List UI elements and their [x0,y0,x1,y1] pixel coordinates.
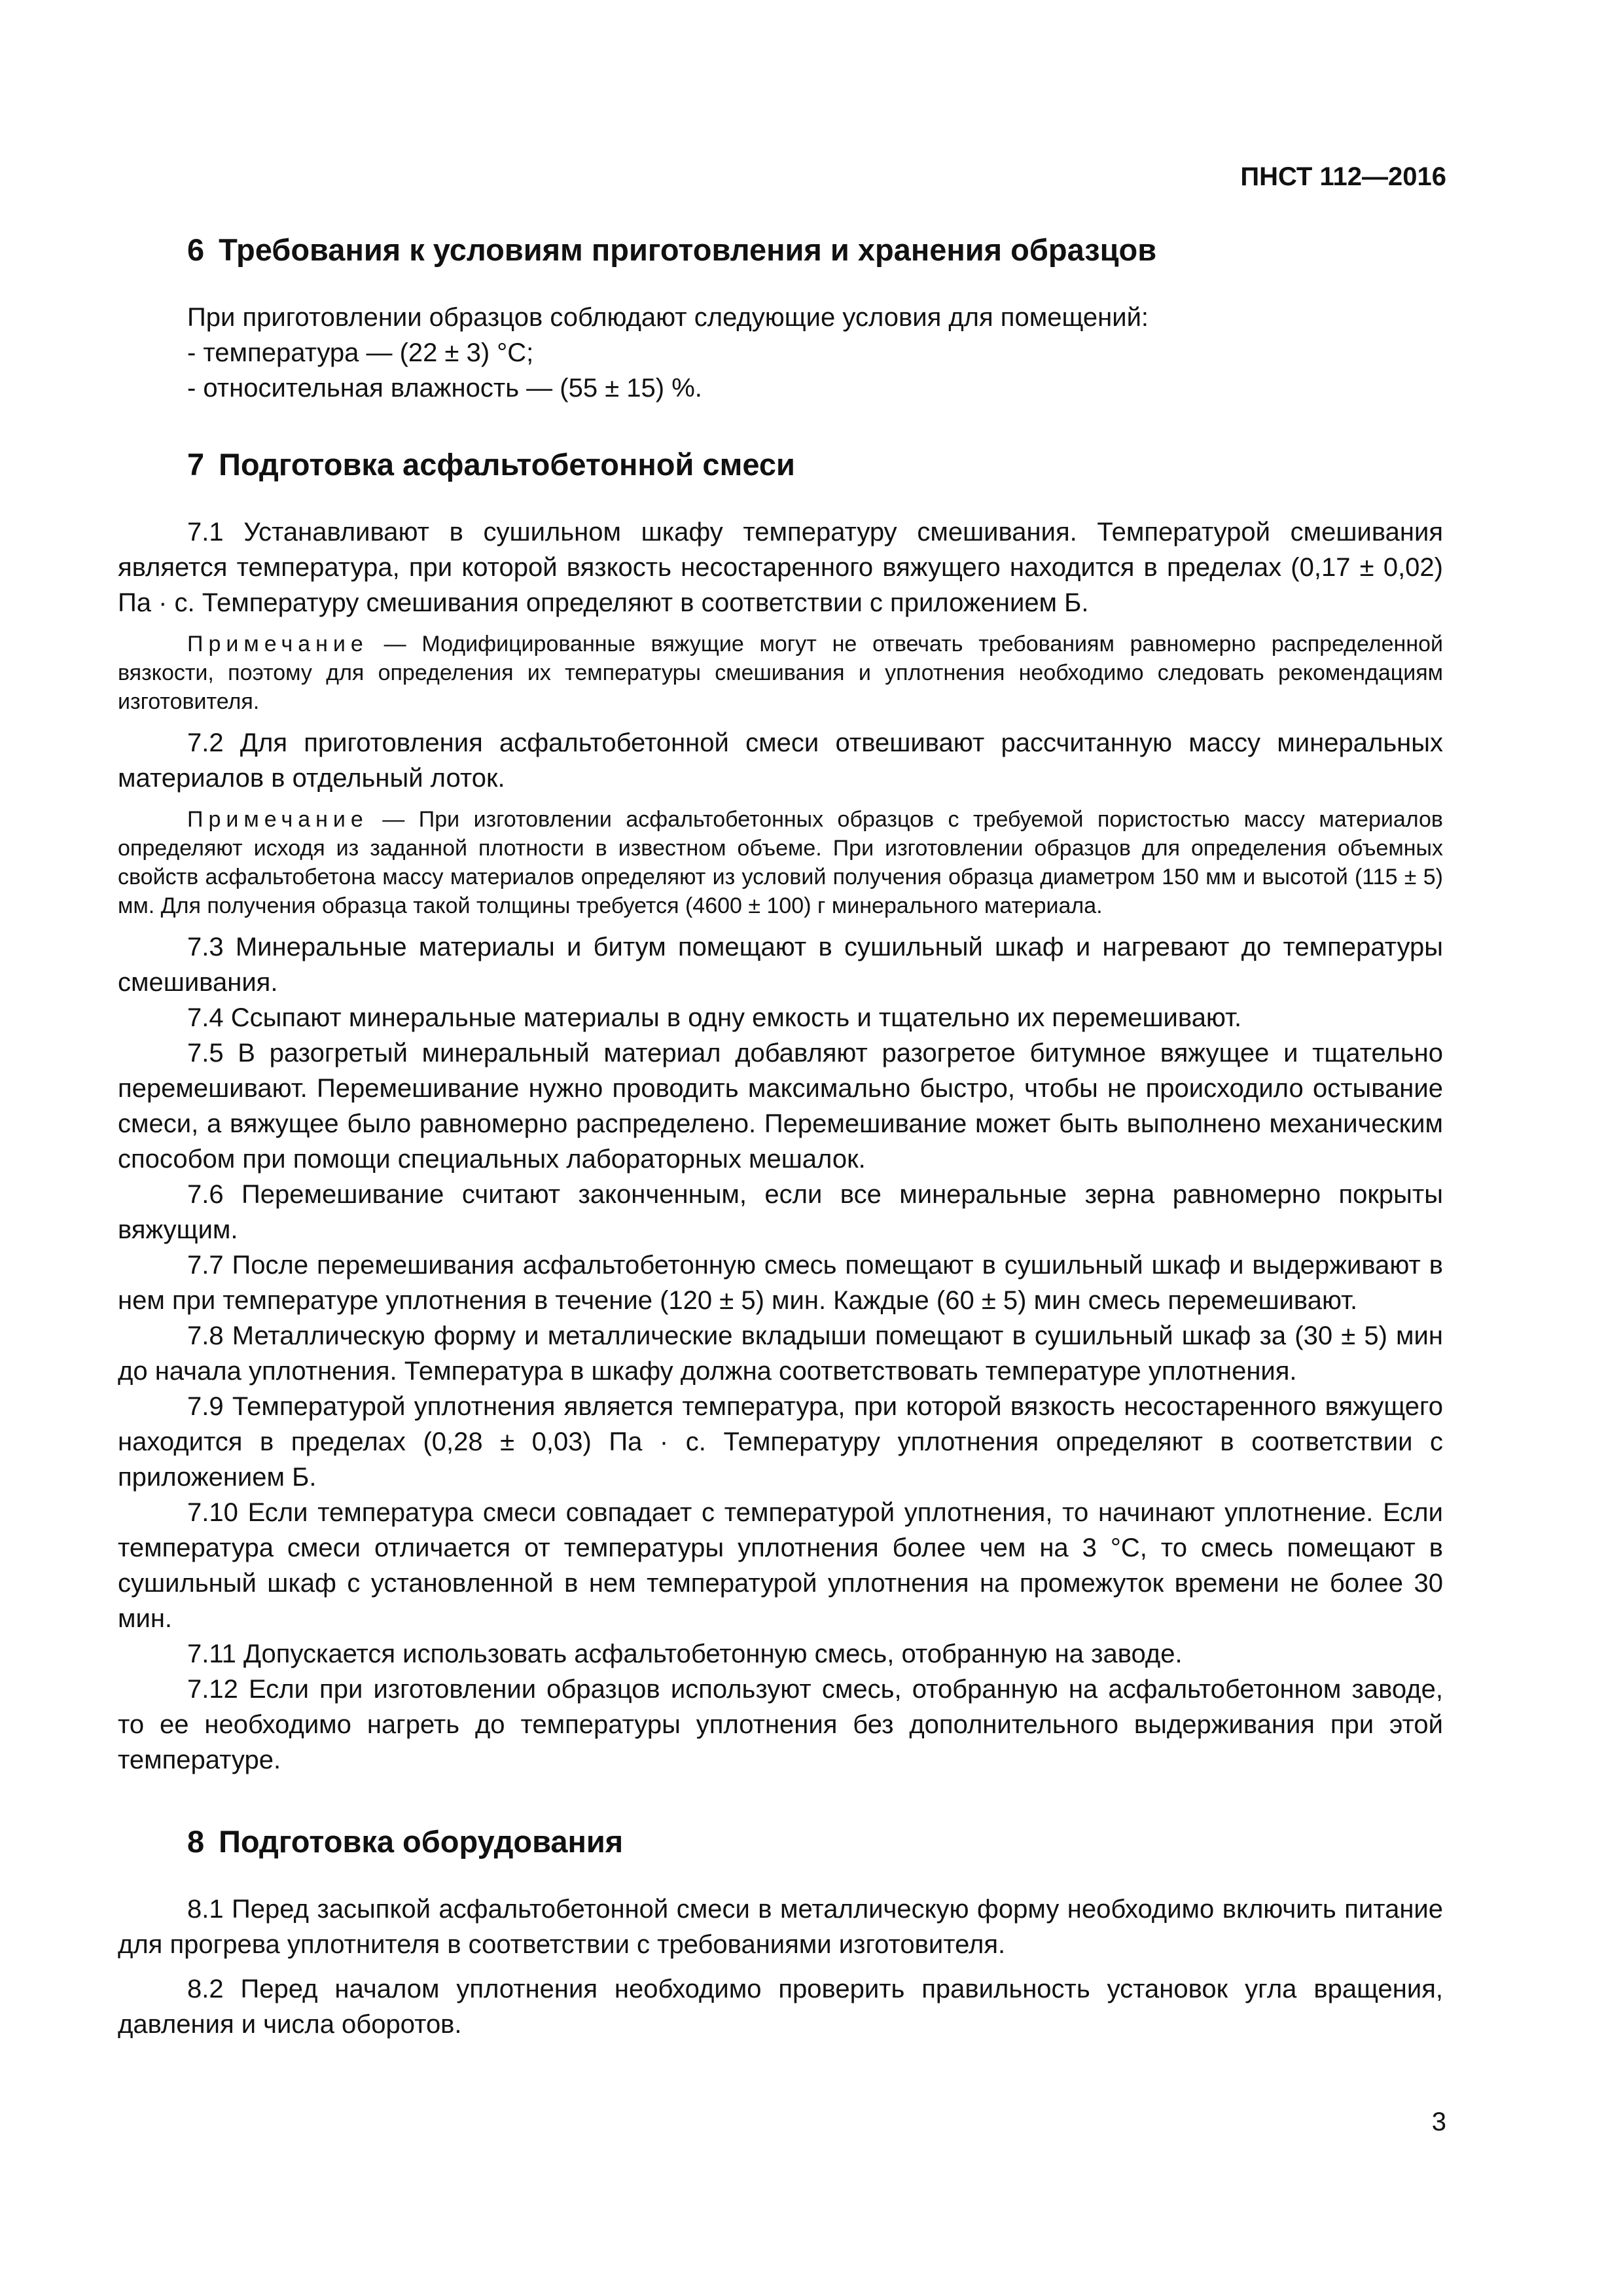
note-2 [118,805,1443,920]
section-title: Подготовка оборудования [219,1824,624,1859]
paragraph-7-8: 7.8 Металлическую форму и металлические вкладыши помещают в сушильный шкаф за (30 ± 5) мин до начала уплотнения. Температура в шкафу должна соответствовать температуре уплотнения. [118,1321,1443,1386]
note-text: — Модифицированные вяжущие могут не отвечать требованиям равномерно распределенной вязкости, поэтому для определения их температуры смешивания и уплотнения необходимо следовать рекомендациям изготовителя. [118,632,1443,714]
section-number: 8 [187,1824,205,1859]
list-item: - относительная влажность — (55 ± 15) %. [187,374,702,403]
section-title: Подготовка асфальтобетонной смеси [219,447,795,482]
paragraph-7-10: 7.10 Если температура смеси совпадает с температурой уплотнения, то начинают уплотнение. Если температура смеси отличается от температуры уплотнения более чем на 3 °С, то смесь помещают в сушильный шкаф с установленной в нем температурой уплотнения на промежуток времени не более 30 мин. [118,1498,1443,1633]
note-text: — При изготовлении асфальтобетонных образцов с требуемой пористостью массу материалов определяют исходя из заданной плотности в известном объеме. При изготовлении образцов для определения объемных свойств асфальтобетона массу материалов определяют из условий получения образца диаметром 150 мм и высотой (115 ± 5) мм. Для получения образца такой толщины требуется (4600 ± 100) г минерального материала. [118,807,1443,918]
section-number: 7 [187,447,205,482]
section-number: 6 [187,232,205,267]
section-6-heading [118,229,1443,271]
paragraph-7-2: 7.2 Для приготовления асфальтобетонной смеси отвешивают рассчитанную массу минеральных материалов в отдельный лоток. [118,728,1443,793]
list-item: - температура — (22 ± 3) °С; [187,338,534,367]
paragraph-8-2: 8.2 Перед началом уплотнения необходимо проверить правильность установок угла вращения, давления и числа оборотов. [118,1975,1443,2039]
section-8-heading [118,1821,1443,1863]
paragraph-7-9: 7.9 Температурой уплотнения является температура, при которой вязкость несостаренного вяжущего находится в пределах (0,28 ± 0,03) Па · с. Температуру уплотнения определяют в соответствии с приложением Б. [118,1392,1443,1492]
paragraph-7-5: 7.5 В разогретый минеральный материал добавляют разогретое битумное вяжущее и тщательно перемешивают. Перемешивание нужно проводить максимально быстро, чтобы не происходило остывание смеси, а вяжущее было равномерно распределено. Перемешивание может быть выполнено механическим способом при помощи специальных лабораторных мешалок. [118,1039,1443,1174]
paragraph-7-12: 7.12 Если при изготовлении образцов используют смесь, отобранную на асфальтобетонном заводе, то ее необходимо нагреть до температуры уплотнения без дополнительного выдерживания при этой температуре. [118,1675,1443,1774]
note-label: Примечание [187,632,368,656]
document-id: ПНСТ 112—2016 [1240,162,1446,191]
page-number: 3 [1431,2108,1446,2136]
note-1 [118,630,1443,716]
conditions-list [118,335,1443,406]
page-content [118,229,1443,2042]
paragraph-8-1: 8.1 Перед засыпкой асфальтобетонной смеси в металлическую форму необходимо включить питание для прогрева уплотнителя в соответствии с требованиями изготовителя. [118,1895,1443,1959]
paragraph-7-11: 7.11 Допускается использовать асфальтобетонную смесь, отобранную на заводе. [187,1640,1183,1668]
section-title: Требования к условиям приготовления и хранения образцов [219,232,1157,267]
paragraph-7-4: 7.4 Ссыпают минеральные материалы в одну емкость и тщательно их перемешивают. [187,1003,1242,1032]
paragraph-7-3: 7.3 Минеральные материалы и битум помещают в сушильный шкаф и нагревают до температуры смешивания. [118,933,1443,997]
paragraph-7-7: 7.7 После перемешивания асфальтобетонную смесь помещают в сушильный шкаф и выдерживают в нем при температуре уплотнения в течение (120 ± 5) мин. Каждые (60 ± 5) мин смесь перемешивают. [118,1251,1443,1315]
paragraph-7-1: 7.1 Устанавливают в сушильном шкафу температуру смешивания. Температурой смешивания является температура, при которой вязкость несостаренного вяжущего находится в пределах (0,17 ± 0,02) Па · с. Температуру смешивания определяют в соответствии с приложением Б. [118,518,1443,617]
note-label: Примечание [187,807,368,832]
paragraph: При приготовлении образцов соблюдают следующие условия для помещений: [187,303,1149,332]
section-7-heading [118,444,1443,486]
paragraph-7-6: 7.6 Перемешивание считают законченным, если все минеральные зерна равномерно покрыты вяжущим. [118,1180,1443,1244]
